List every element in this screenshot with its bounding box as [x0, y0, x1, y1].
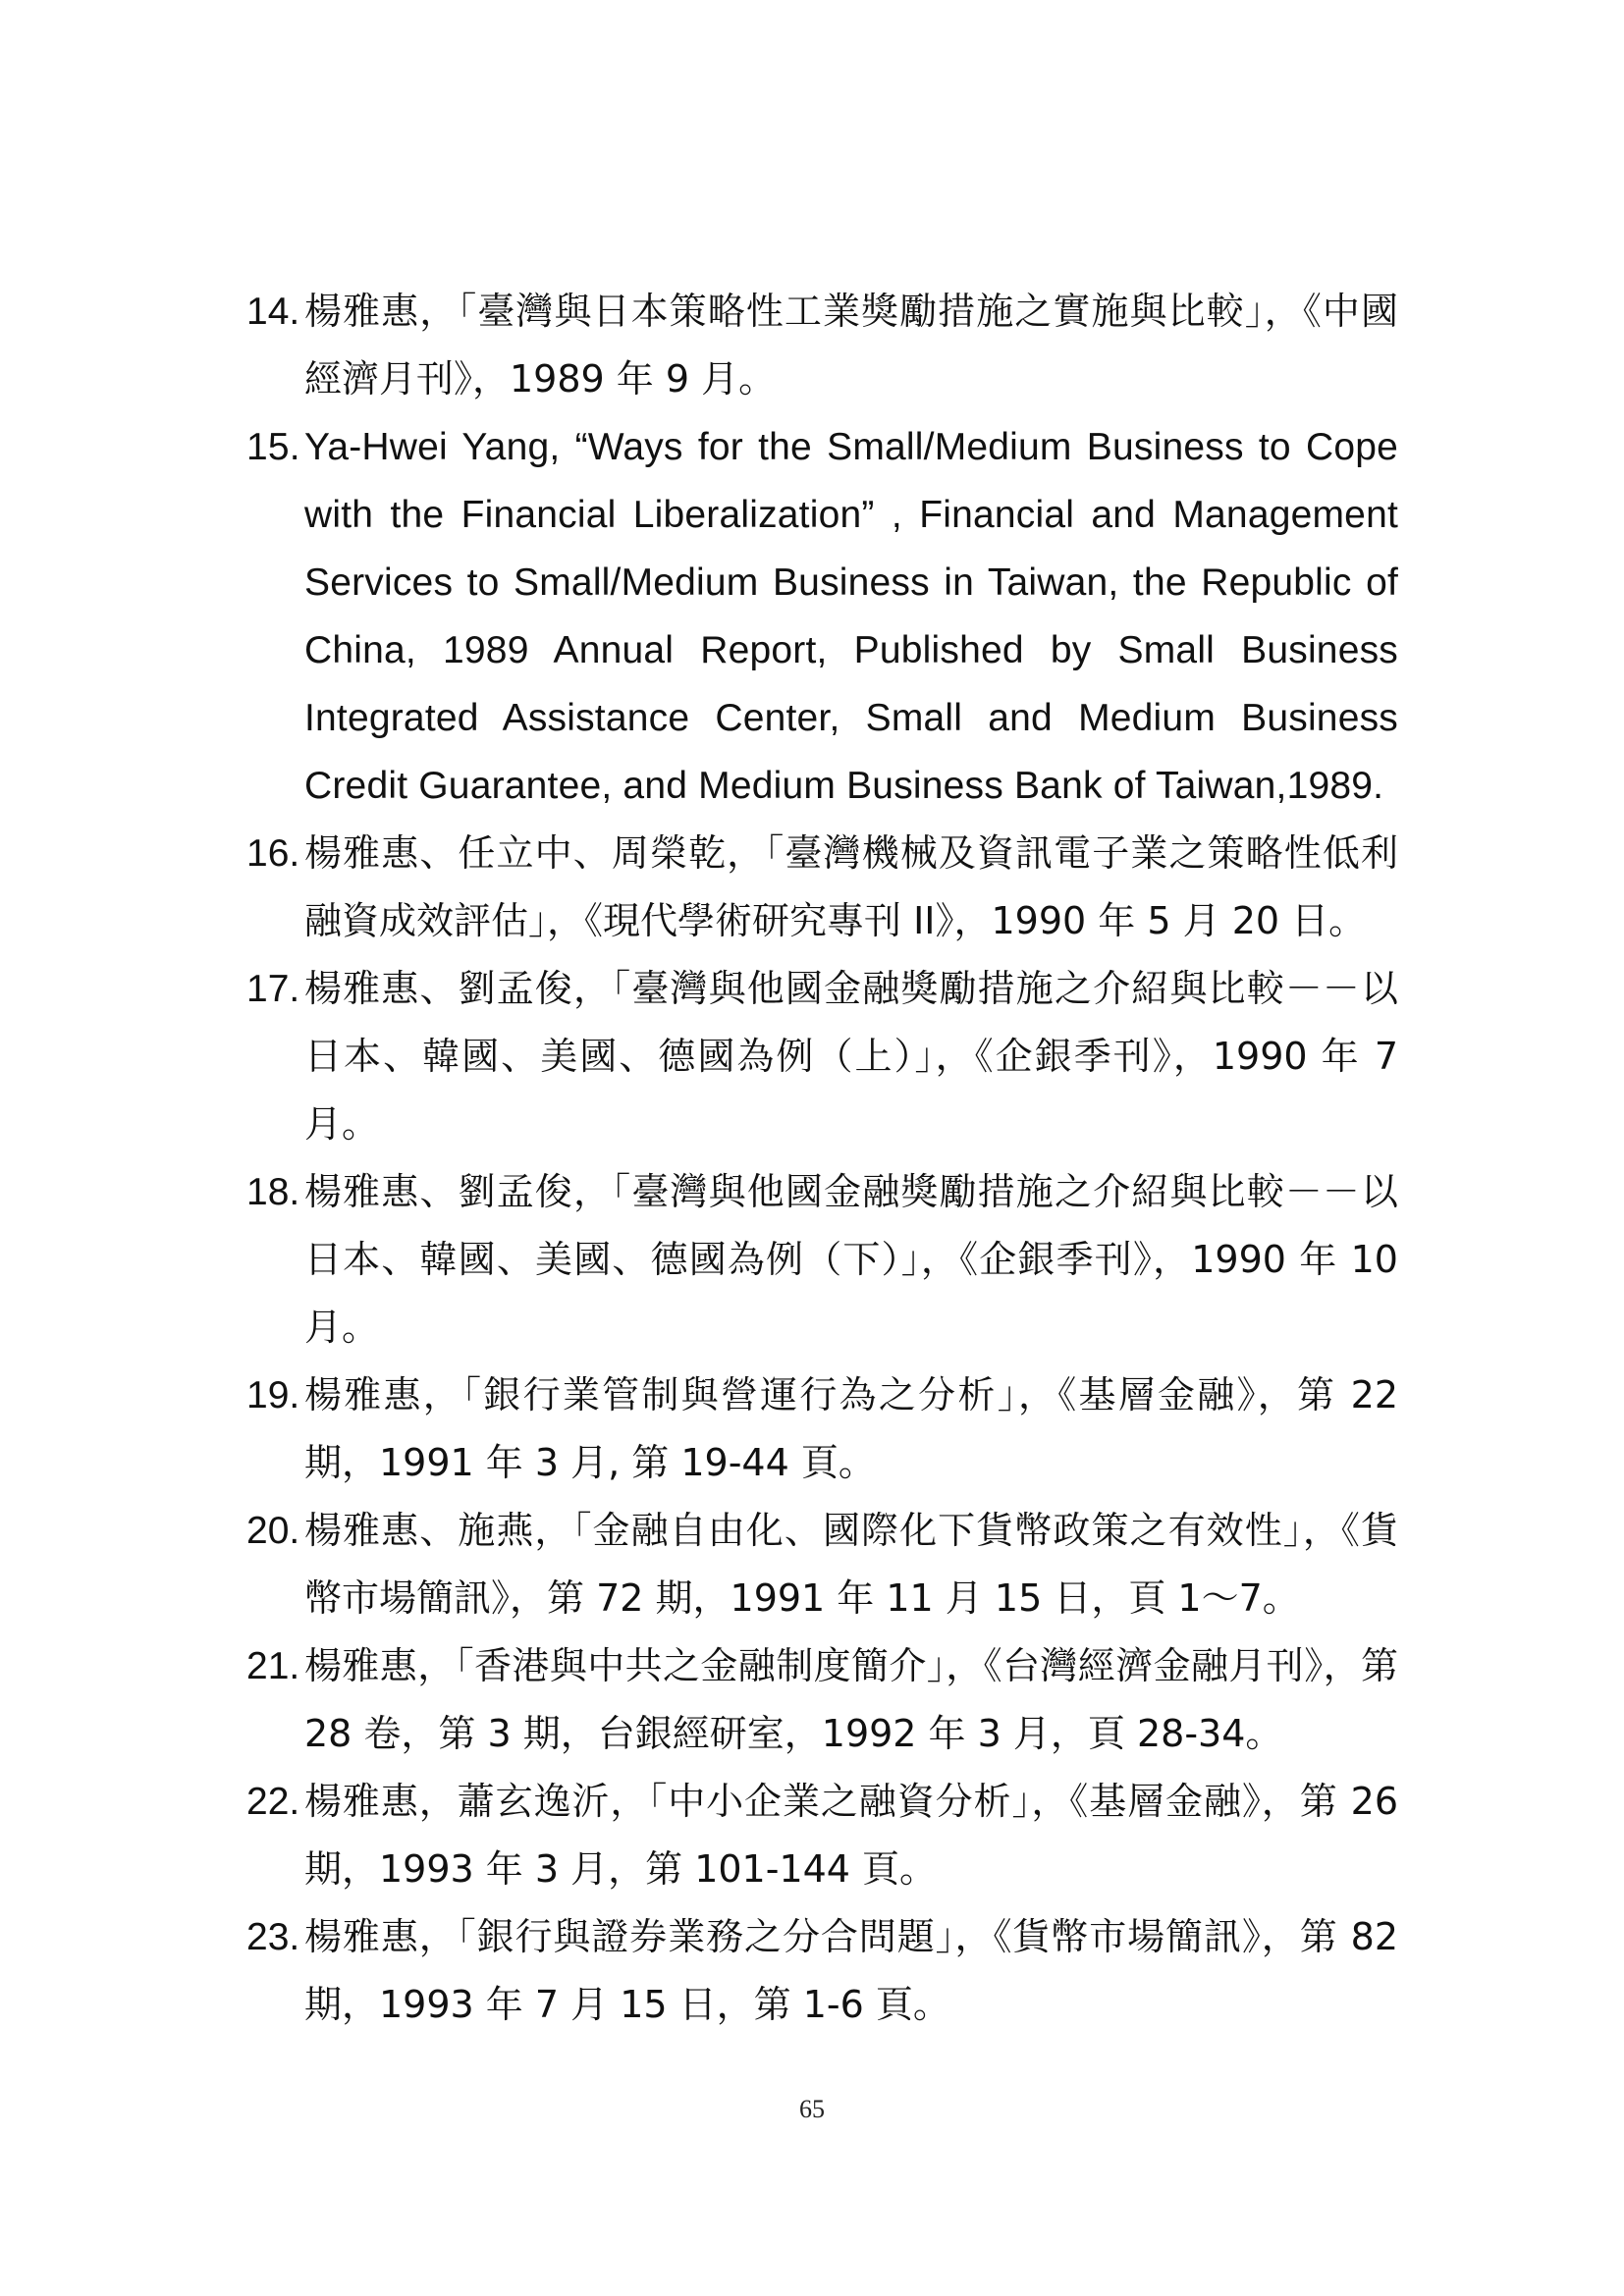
page-number: 65 — [799, 2095, 825, 2123]
reference-text: 楊雅惠、劉孟俊，「臺灣與他國金融獎勵措施之介紹與比較－－以日本、韓國、美國、德國為例（下）」，《企銀季刊》，1990 年 10 月。 — [304, 1170, 1398, 1349]
reference-item-17 — [246, 955, 1398, 1158]
reference-text: 楊雅惠，「香港與中共之金融制度簡介」，《台灣經濟金融月刊》，第 28 卷，第 3 期，台銀經研室，1992 年 3 月，頁 28-34。 — [304, 1644, 1398, 1755]
reference-number: 19. — [246, 1374, 300, 1416]
reference-text: 楊雅惠、劉孟俊，「臺灣與他國金融獎勵措施之介紹與比較－－以日本、韓國、美國、德國為例（上）」，《企銀季刊》，1990 年 7 月。 — [304, 967, 1398, 1146]
reference-list — [246, 278, 1398, 2039]
reference-item-15 — [246, 413, 1398, 820]
reference-item-22 — [246, 1768, 1398, 1903]
reference-item-20 — [246, 1497, 1398, 1632]
reference-number: 15. — [246, 426, 300, 468]
reference-number: 14. — [246, 291, 300, 333]
reference-number: 18. — [246, 1171, 300, 1213]
reference-item-14 — [246, 278, 1398, 413]
reference-text: 楊雅惠，蕭玄逸沂，「中小企業之融資分析」，《基層金融》，第 26 期，1993 年 3 月，第 101-144 頁。 — [304, 1780, 1398, 1891]
reference-number: 16. — [246, 832, 300, 875]
reference-text: Ya-Hwei Yang, “Ways for the Small/Medium Business to Cope with the Financial Liberalization” , Financial and Management Services to Small/Medium Business in Taiwan, the Republic of China, 1989 Annual Report, Published by Small Business Integrated Assistance Center, Small and Medium Business Credit Guarantee, and Medium Business Bank of Taiwan,1989. — [304, 426, 1398, 807]
reference-number: 22. — [246, 1781, 300, 1823]
reference-text: 楊雅惠、任立中、周榮乾，「臺灣機械及資訊電子業之策略性低利融資成效評估」，《現代學術研究專刊 II》，1990 年 5 月 20 日。 — [304, 831, 1398, 942]
reference-text: 楊雅惠，「銀行業管制與營運行為之分析」，《基層金融》，第 22 期，1991 年 3 月, 第 19-44 頁。 — [304, 1373, 1398, 1484]
reference-text: 楊雅惠，「銀行與證券業務之分合問題」，《貨幣市場簡訊》，第 82 期，1993 年 7 月 15 日，第 1-6 頁。 — [304, 1915, 1398, 2026]
reference-item-19 — [246, 1362, 1398, 1497]
reference-item-21 — [246, 1632, 1398, 1768]
reference-number: 21. — [246, 1645, 300, 1687]
reference-text: 楊雅惠、施燕，「金融自由化、國際化下貨幣政策之有效性」，《貨幣市場簡訊》，第 72 期，1991 年 11 月 15 日，頁 1～7。 — [304, 1509, 1398, 1620]
reference-item-18 — [246, 1158, 1398, 1362]
reference-number: 17. — [246, 968, 300, 1010]
reference-number: 23. — [246, 1916, 300, 1958]
reference-item-23 — [246, 1903, 1398, 2039]
reference-item-16 — [246, 820, 1398, 955]
reference-number: 20. — [246, 1510, 300, 1552]
reference-text: 楊雅惠，「臺灣與日本策略性工業獎勵措施之實施與比較」，《中國經濟月刊》，1989 年 9 月。 — [304, 290, 1398, 400]
